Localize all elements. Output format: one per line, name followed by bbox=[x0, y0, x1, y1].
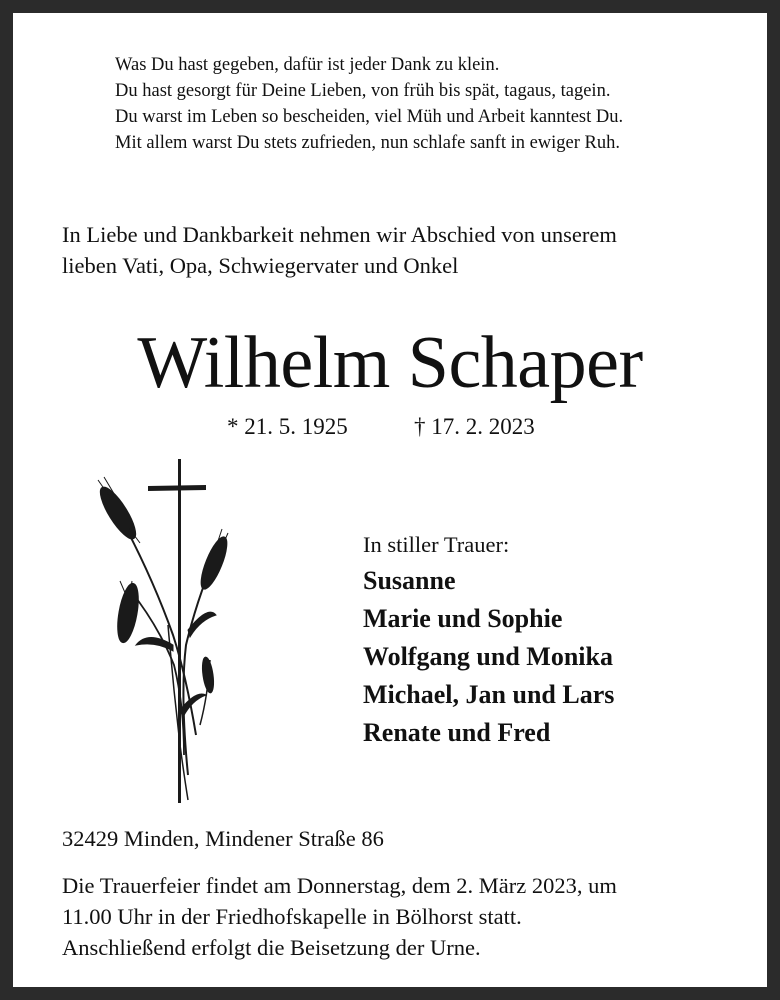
deceased-name: Wilhelm Schaper bbox=[137, 322, 643, 404]
intro-line: lieben Vati, Opa, Schwiegervater und Onkel bbox=[62, 253, 459, 278]
mourner-name: Susanne bbox=[363, 566, 456, 595]
poem-line: Was Du hast gegeben, dafür ist jeder Dank zu klein. bbox=[115, 55, 500, 75]
cross-with-wheat-icon bbox=[88, 455, 238, 810]
poem bbox=[115, 52, 623, 156]
address: 32429 Minden, Mindener Straße 86 bbox=[62, 826, 384, 851]
farewell-intro bbox=[62, 219, 617, 281]
mourners-list bbox=[363, 562, 614, 752]
poem-line: Mit allem warst Du stets zufrieden, nun schlafe sanft in ewiger Ruh. bbox=[115, 133, 621, 153]
birth-date: * 21. 5. 1925 bbox=[227, 414, 348, 439]
notice-line: Anschließend erfolgt die Beisetzung der Urne. bbox=[62, 935, 481, 960]
mourner-name: Michael, Jan und Lars bbox=[363, 680, 615, 709]
notice-line: 11.00 Uhr in der Friedhofskapelle in Bölhorst statt. bbox=[62, 904, 522, 929]
mourner-name: Wolfgang und Monika bbox=[363, 642, 613, 671]
notice-line: Die Trauerfeier findet am Donnerstag, dem 2. März 2023, um bbox=[62, 873, 617, 898]
poem-line: Du hast gesorgt für Deine Lieben, von früh bis spät, tagaus, tagein. bbox=[115, 81, 611, 101]
funeral-notice bbox=[62, 870, 617, 963]
poem-line: Du warst im Leben so bescheiden, viel Müh und Arbeit kanntest Du. bbox=[115, 107, 624, 127]
intro-line: In Liebe und Dankbarkeit nehmen wir Abschied von unserem bbox=[62, 222, 617, 247]
mourner-name: Renate und Fred bbox=[363, 718, 551, 747]
mourner-name: Marie und Sophie bbox=[363, 604, 563, 633]
death-date: † 17. 2. 2023 bbox=[414, 414, 535, 439]
mourning-intro: In stiller Trauer: bbox=[363, 532, 510, 557]
